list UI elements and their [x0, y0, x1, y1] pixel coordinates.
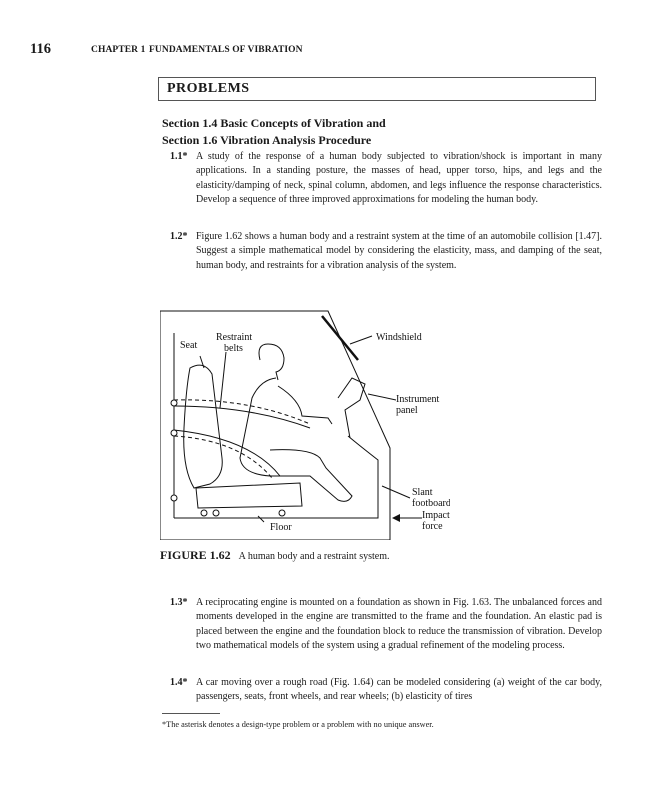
figure-caption-label: FIGURE 1.62	[160, 548, 231, 562]
label-seat: Seat	[180, 340, 198, 351]
page-number: 116	[30, 41, 51, 57]
person-arm	[278, 386, 332, 424]
problem-number: 1.2*	[170, 231, 188, 242]
problem-text: A car moving over a rough road (Fig. 1.64) can be modeled considering (a) weight of the car body, passengers, seats, front wheels, and rear wheels; (b) elasticity of tires	[196, 677, 602, 703]
problem-number: 1.3*	[170, 597, 188, 608]
figure-caption-text: A human body and a restraint system.	[238, 551, 390, 562]
label-floor: Floor	[270, 522, 292, 533]
label-footboard: footboard	[412, 498, 450, 509]
instrument-panel	[338, 378, 365, 438]
seat-base	[196, 483, 302, 508]
label-slant: Slant	[412, 487, 433, 498]
label-panel: panel	[396, 405, 418, 416]
label-restraint: Restraint	[216, 332, 253, 343]
windshield-line	[322, 316, 358, 360]
problem-1-4	[162, 676, 602, 705]
problem-text: A study of the response of a human body subjected to vibration/shock is important in many applications. In a standing posture, the masses of head, upper torso, hips, and legs and the elasticity/damping of neck, spinal column, abdomen, and legs influence the response characteristics. Develop a sequence of three improved approximations for modeling the human body.	[196, 151, 602, 205]
chapter-title: FUNDAMENTALS OF VIBRATION	[149, 45, 303, 55]
seat-back	[184, 365, 223, 488]
section-heading-2: Section 1.6 Vibration Analysis Procedure	[162, 133, 372, 147]
label-windshield: Windshield	[376, 332, 422, 343]
impact-arrow	[392, 514, 400, 522]
problem-number: 1.1*	[170, 151, 188, 162]
label-force: force	[422, 521, 443, 532]
problem-1-3	[162, 596, 602, 653]
label-instrument: Instrument	[396, 394, 440, 405]
problem-1-2	[162, 230, 602, 273]
problems-heading-box	[158, 77, 596, 101]
figure-caption	[160, 546, 389, 564]
cabin-inner-frame	[174, 436, 378, 518]
problem-1-1	[162, 150, 602, 207]
footnote-rule	[162, 713, 220, 714]
problems-heading: PROBLEMS	[167, 81, 250, 96]
footnote: *The asterisk denotes a design-type problem or a problem with no unique answer.	[162, 720, 434, 729]
person-head	[259, 344, 284, 380]
section-heading-1: Section 1.4 Basic Concepts of Vibration and	[162, 116, 386, 130]
figure-drawing	[160, 308, 450, 540]
problem-number: 1.4*	[170, 677, 188, 688]
label-impact: Impact	[422, 510, 450, 521]
problem-text: Figure 1.62 shows a human body and a restraint system at the time of an automobile collision [1.47]. Suggest a simple mathematical model by considering the elasticity, mass, and damping of the seat, human body, and restraints for a vibration analysis of the system.	[196, 231, 602, 271]
problem-text: A reciprocating engine is mounted on a foundation as shown in Fig. 1.63. The unbalanced forces and moments developed in the engine are transmitted to the frame and the foundation. An elastic pad is placed between the engine and the foundation block to reduce the transmission of vibration. Develop two mathematical models of the system using a gradual refinement of the modeling process.	[196, 597, 602, 651]
chapter-label: CHAPTER 1	[91, 45, 146, 55]
label-belts: belts	[224, 343, 243, 354]
restraint-belt-1	[174, 400, 310, 424]
figure-1-62	[160, 308, 450, 545]
